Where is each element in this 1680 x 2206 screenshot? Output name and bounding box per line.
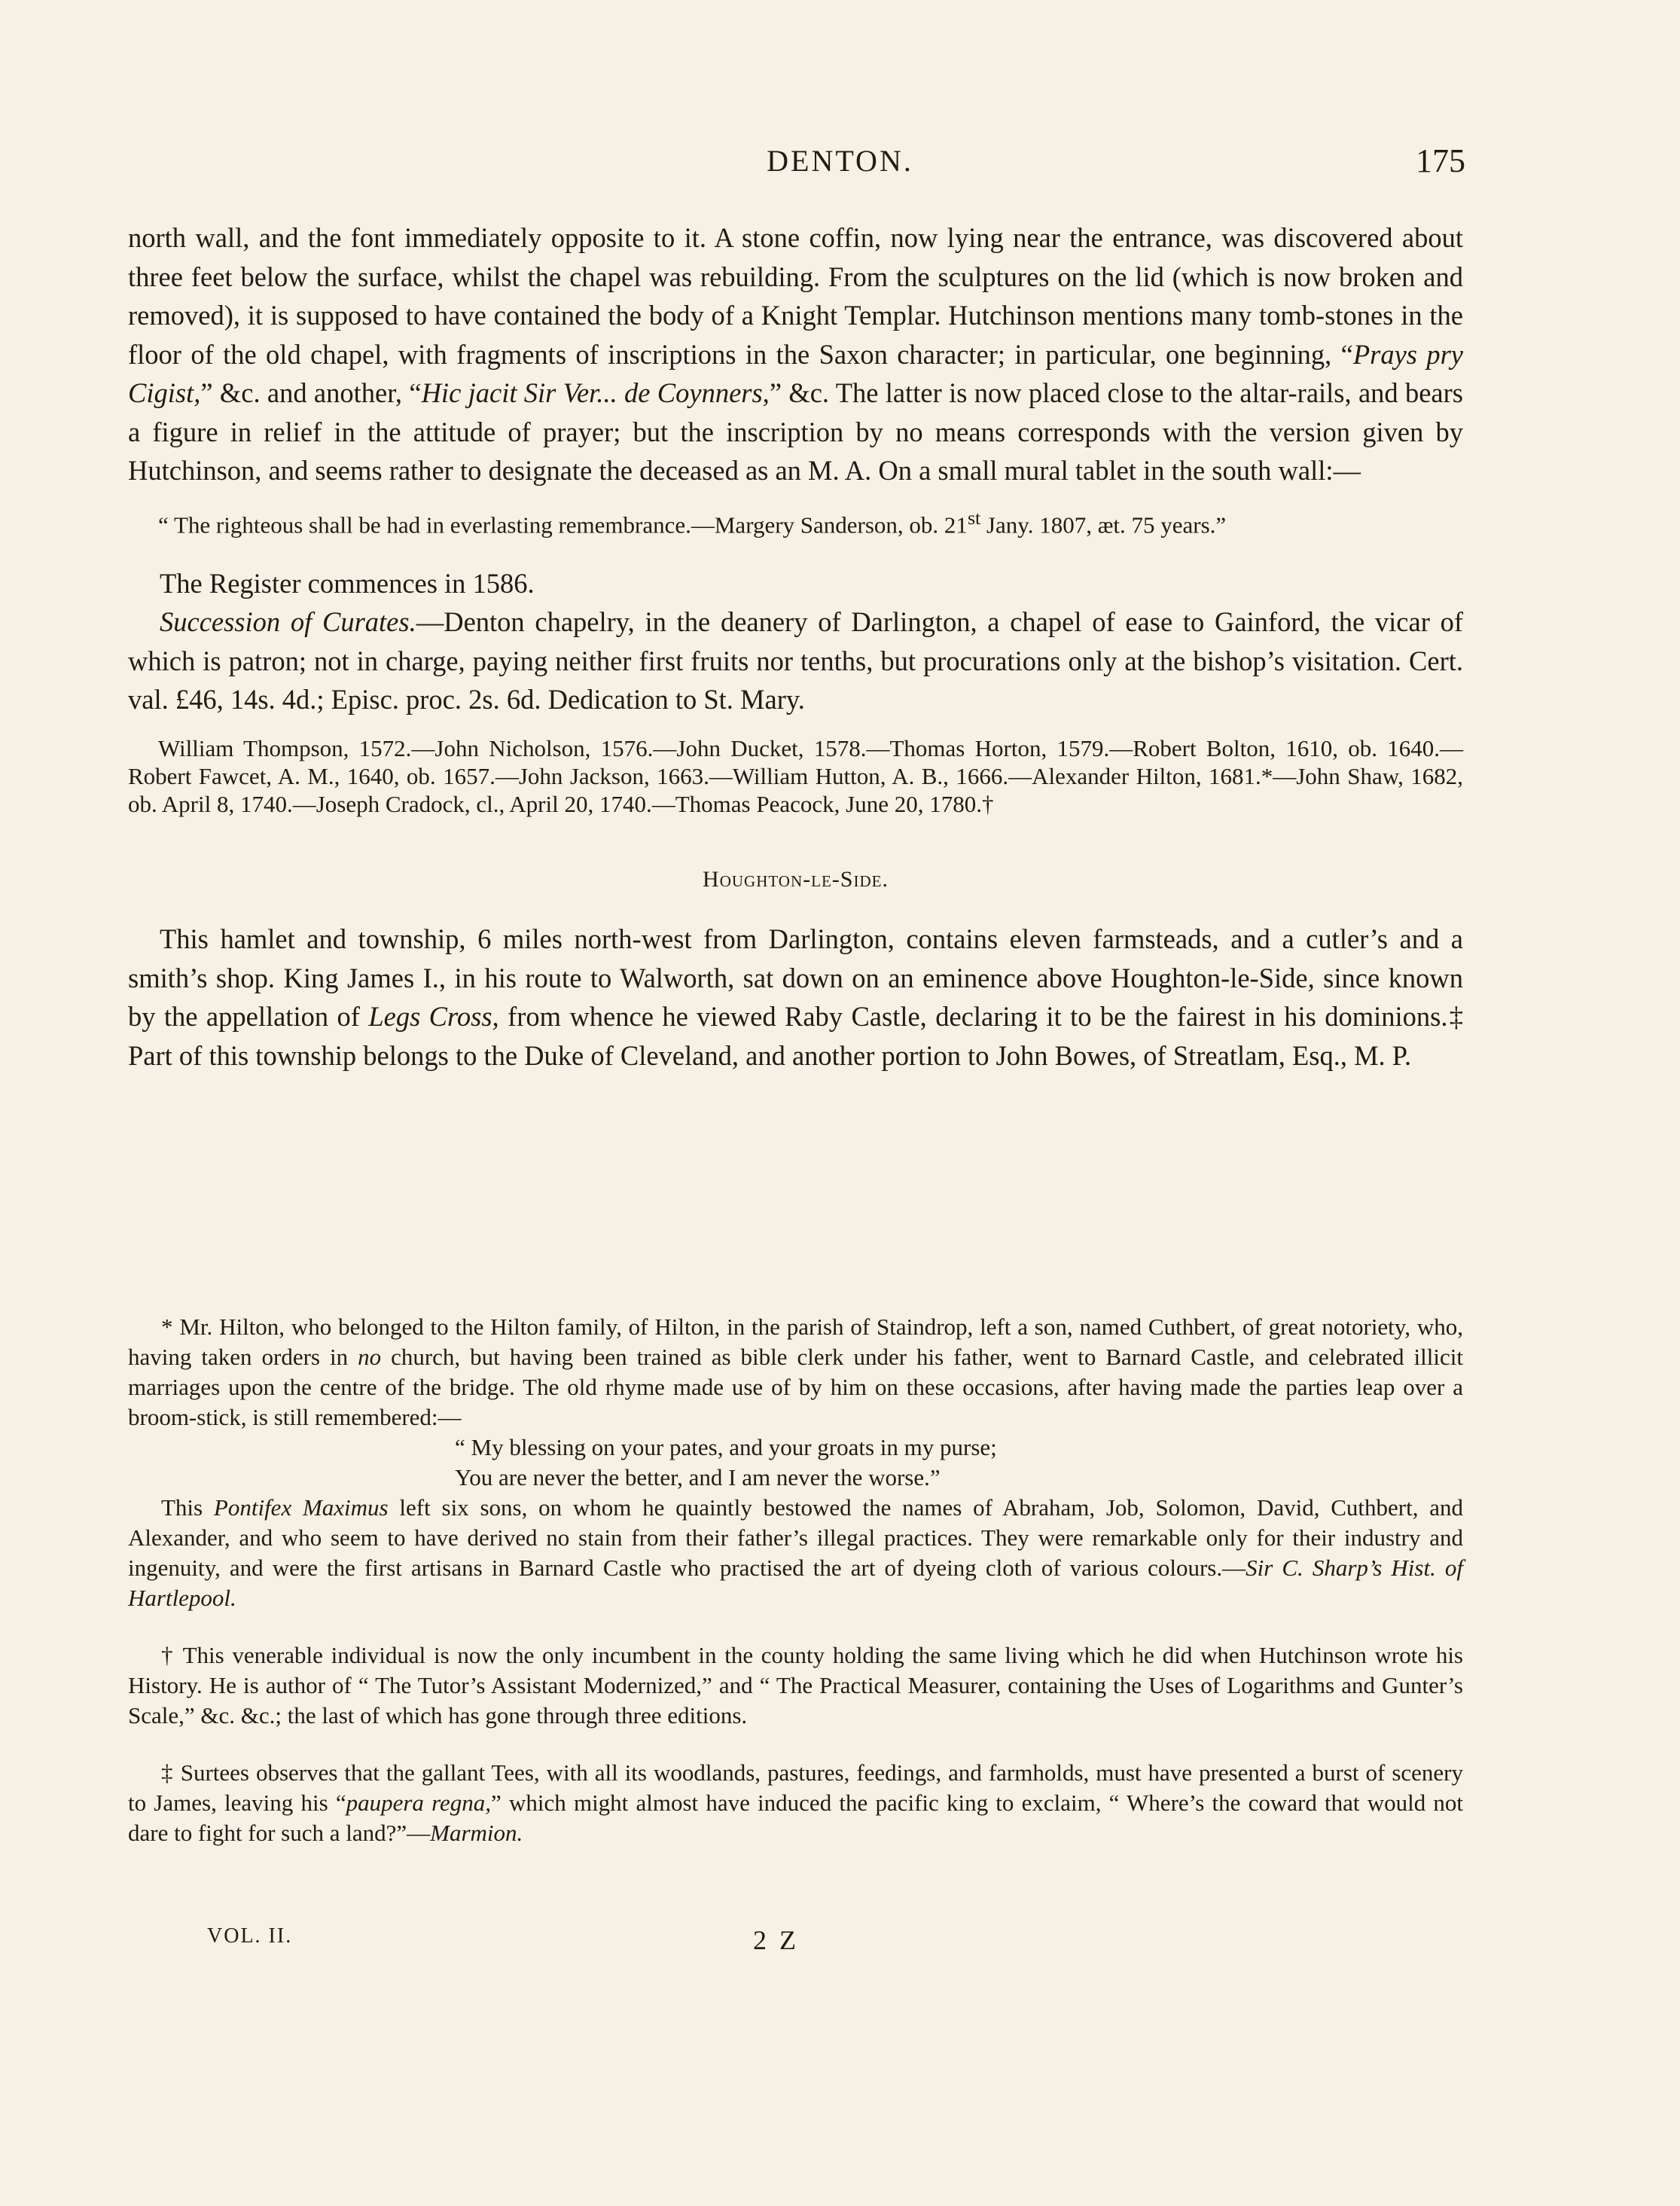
- footnotes: [128, 1312, 1463, 1848]
- rhyme-line-1: “ My blessing on your pates, and your groats in my purse;: [455, 1434, 997, 1460]
- running-header: [0, 143, 1680, 188]
- citation: Sir C. Sharp’s Hist. of Hartlepool.: [128, 1555, 1463, 1611]
- paragraph-houghton: This hamlet and township, 6 miles north-west from Darlington, contains eleven farmsteads, and a cutler’s and a smith’s shop. King James I., in his route to Walworth, sat down on an eminence above Houghton-le-Side, since known by the appellation of Legs Cross, from whence he viewed Raby Castle, declaring it to be the fairest in his dominions.‡ Part of this township belongs to the Duke of Cleveland, and another portion to John Bowes, of Streatlam, Esq., M. P.: [128, 923, 1463, 1071]
- rhyme: [128, 1433, 1463, 1493]
- citation: Marmion.: [430, 1820, 523, 1846]
- paragraph-chapel: north wall, and the font immediately opposite to it. A stone coffin, now lying near the entrance, was discovered about three feet below the surface, whilst the chapel was rebuilding. From the sculptures on the lid (which is now broken and removed), it is supposed to have contained the body of a Knight Templar. Hutchinson mentions many tomb-stones in the floor of the old chapel, with fragments of inscriptions in the Saxon character; in particular, one beginning, “Prays pry Cigist,” &c. and another, “Hic jacit Sir Ver... de Coynners,” &c. The latter is now placed close to the altar-rails, and bears a figure in relief in the attitude of prayer; but the inscription by no means corresponds with the version given by Hutchinson, and seems rather to designate the deceased as an M. A. On a small mural tablet in the south wall:—: [128, 222, 1463, 486]
- curates-list: William Thompson, 1572.—John Nicholson, 1576.—John Ducket, 1578.—Thomas Horton, 1579.—Robert Bolton, 1610, ob. 1640.—Robert Fawcet, A. M., 1640, ob. 1657.—John Jackson, 1663.—William Hutton, A. B., 1666.—Alexander Hilton, 1681.*—John Shaw, 1682, ob. April 8, 1740.—Joseph Cradock, cl., April 20, 1740.—Thomas Peacock, June 20, 1780.†: [128, 734, 1463, 817]
- signature-mark: 2 Z: [753, 1925, 799, 1955]
- footnote-surtees: ‡ Surtees observes that the gallant Tees, with all its woodlands, pastures, feedings, and farmholds, must have presented a burst of scenery to James, leaving his “paupera regna,” which might almost have induced the pacific king to exclaim, “ Where’s the coward that would not dare to fight for such a land?”—Marmion.: [128, 1759, 1464, 1846]
- page-number: 175: [1416, 142, 1465, 179]
- register-line: The Register commences in 1586.: [160, 567, 535, 599]
- running-title: DENTON.: [767, 144, 913, 178]
- section-heading: Houghton-le-Side.: [703, 866, 889, 892]
- main-text: [128, 218, 1463, 1075]
- volume-mark: VOL. II.: [207, 1924, 293, 1948]
- rhyme-line-2: You are never the better, and I am never the worse.”: [455, 1464, 941, 1490]
- footnote-hilton: * Mr. Hilton, who belonged to the Hilton family, of Hilton, in the parish of Staindrop, left a son, named Cuthbert, of great notoriety, who, having taken orders in no church, but having been trained as bible clerk under his father, went to Barnard Castle, and celebrated illicit marriages upon the centre of the bridge. The old rhyme made use of by him on these occasions, after having made the parties leap over a broom-stick, is still remembered:— “ My blessing on your pates, and your groats in my purse; You are never the better, and I am never the worse.” This Pontifex Maximus left six sons, on whom he quaintly bestowed the names of Abraham, Job, Solomon, David, Cuthbert, and Alexander, and who seem to have derived no stain from their father’s illegal practices. They were remarkable only for their industry and ingenuity, and were the first artisans in Barnard Castle who practised the art of dyeing cloth of various colours.—Sir C. Sharp’s Hist. of Hartlepool.: [128, 1314, 1464, 1611]
- tablet-inscription: “ The righteous shall be had in everlasting remembrance.—Margery Sanderson, ob. 21st Jany. 1807, æt. 75 years.”: [158, 506, 1227, 538]
- page-footer: [0, 1924, 1680, 1962]
- footnote-peacock: † This venerable individual is now the only incumbent in the county holding the same living which he did when Hutchinson wrote his History. He is author of “ The Tutor’s Assistant Modernized,” and “ The Practical Measurer, containing the Uses of Logarithms and Gunter’s Scale,” &c. &c.; the last of which has gone through three editions.: [128, 1642, 1463, 1728]
- succession-paragraph: Succession of Curates.—Denton chapelry, in the deanery of Darlington, a chapel of ease to Gainford, the vicar of which is patron; not in charge, paying neither first fruits nor tenths, but procurations only at the bishop’s visitation. Cert. val. £46, 14s. 4d.; Episc. proc. 2s. 6d. Dedication to St. Mary.: [128, 606, 1463, 716]
